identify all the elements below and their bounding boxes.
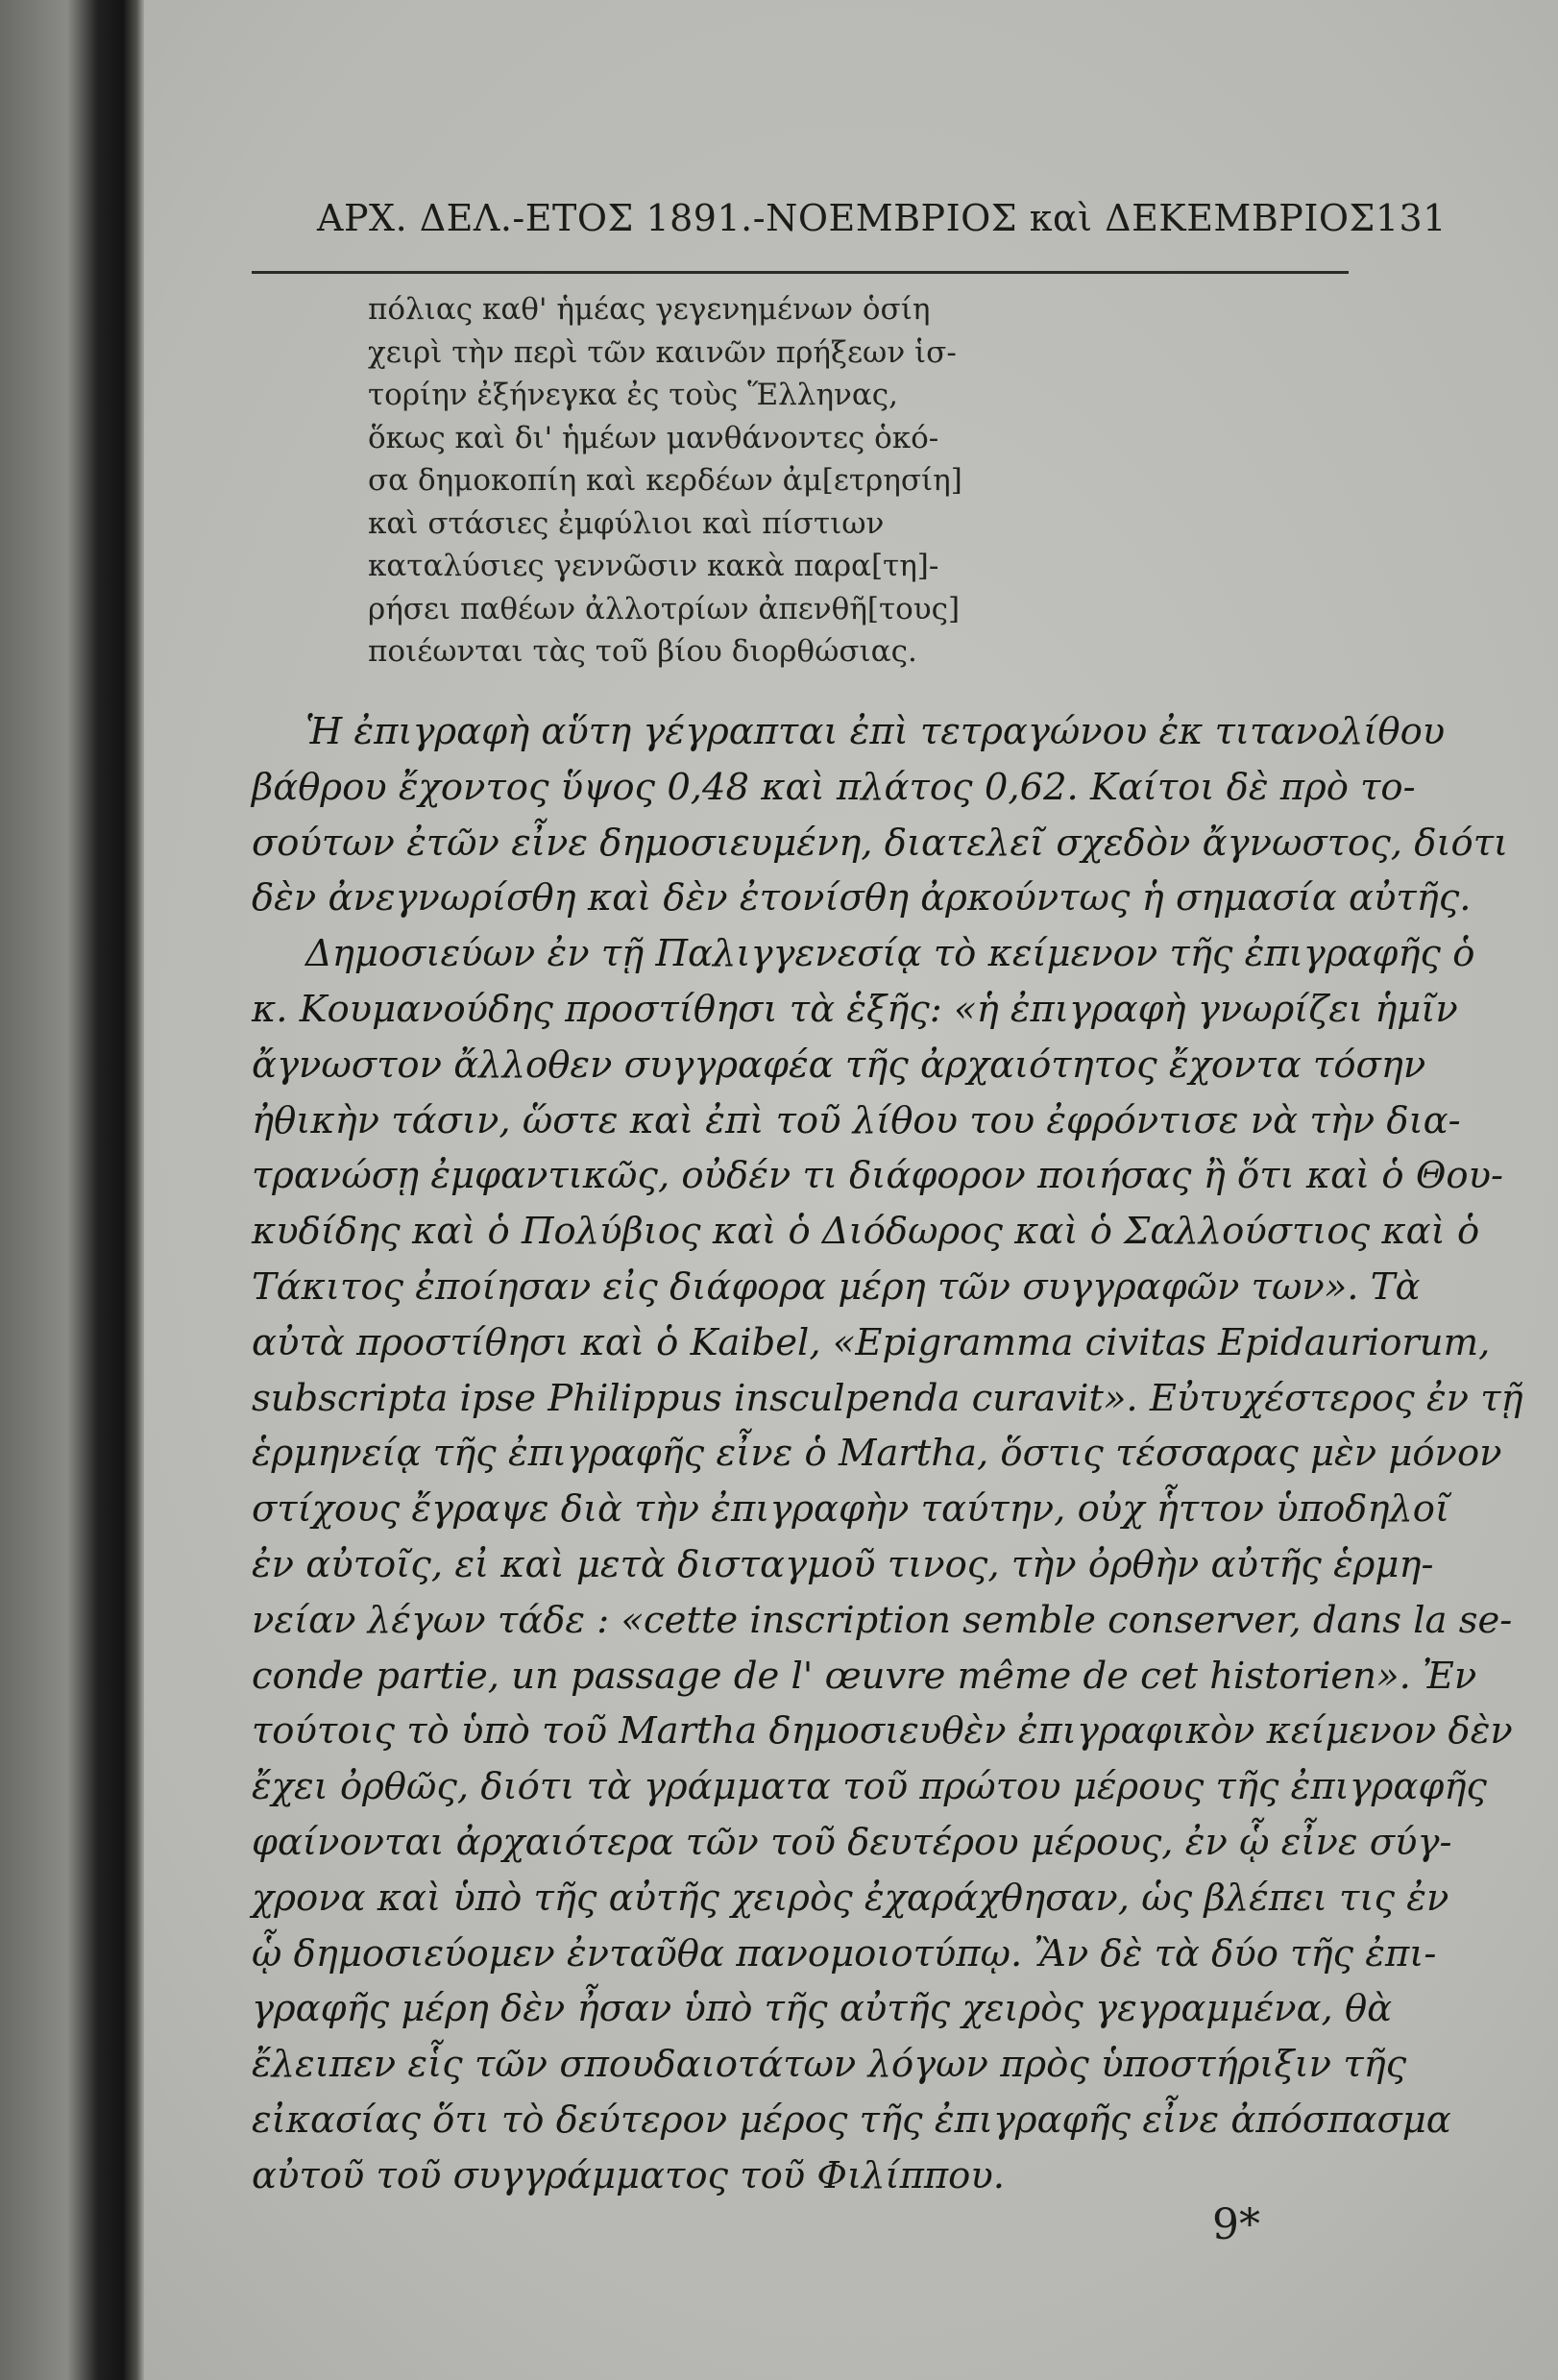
- running-title: ΑΡΧ. ΔΕΛ.-ΕΤΟΣ 1891.-ΝΟΕΜΒΡΙΟΣ καὶ ΔΕΚΕΜΒΡΙΟΣ: [317, 197, 1375, 239]
- inscription-line: καὶ στάσιες ἐμφύλιοι καὶ πίστιων: [368, 505, 885, 541]
- body-text: [252, 704, 1523, 2204]
- body-line: εἰκασίας ὅτι τὸ δεύτερον μέρος τῆς ἐπιγραφῆς εἶνε ἀπόσπασμα: [252, 2098, 1451, 2142]
- book-gutter: [0, 0, 144, 2380]
- body-line: κυδίδης καὶ ὁ Πολύβιος καὶ ὁ Διόδωρος καὶ ὁ Σαλλούστιος καὶ ὁ: [252, 1210, 1480, 1254]
- body-line: στίχους ἔγραψε διὰ τὴν ἐπιγραφὴν ταύτην, οὐχ ἧττον ὑποδηλοῖ: [252, 1487, 1450, 1532]
- body-line: τούτοις τὸ ὑπὸ τοῦ Martha δημοσιευθὲν ἐπιγραφικὸν κείμενον δὲν: [252, 1709, 1513, 1754]
- inscription-line: ὅκως καὶ δι' ἡμέων μανθάνοντες ὁκό-: [368, 420, 939, 455]
- body-line: ἠθικὴν τάσιν, ὥστε καὶ ἐπὶ τοῦ λίθου του ἐφρόντισε νὰ τὴν δια-: [252, 1098, 1461, 1142]
- inscription-line: χειρὶ τὴν περὶ τῶν καινῶν πρήξεων ἱσ-: [368, 334, 957, 370]
- body-line: Ἡ ἐπιγραφὴ αὕτη γέγραπται ἐπὶ τετραγώνου ἐκ τιτανολίθου: [305, 710, 1446, 753]
- running-header: [317, 197, 1447, 239]
- inscription-line: καταλύσιες γεννῶσιν κακὰ παρα[τη]-: [368, 549, 939, 583]
- body-line: βάθρου ἔχοντος ὕψος 0,48 καὶ πλάτος 0,62. Καίτοι δὲ πρὸ το-: [252, 765, 1416, 809]
- body-line: ᾧ δημοσιεύομεν ἐνταῦθα πανομοιοτύπῳ. Ἂν δὲ τὰ δύο τῆς ἐπι-: [252, 1931, 1437, 1975]
- body-line: αὐτοῦ τοῦ συγγράμματος τοῦ Φιλίππου.: [252, 2153, 1006, 2197]
- body-line: γραφῆς μέρη δὲν ἦσαν ὑπὸ τῆς αὐτῆς χειρὸς γεγραμμένα, θὰ: [252, 1987, 1393, 2031]
- signature-mark: 9*: [1212, 2200, 1260, 2249]
- body-line: ἔχει ὀρθῶς, διότι τὰ γράμματα τοῦ πρώτου μέρους τῆς ἐπιγραφῆς: [252, 1765, 1487, 1809]
- body-line: δὲν ἀνεγνωρίσθη καὶ δὲν ἐτονίσθη ἀρκούντως ἡ σημασία αὐτῆς.: [252, 876, 1472, 920]
- inscription-line: ρήσει παθέων ἀλλοτρίων ἀπενθῆ[τους]: [368, 591, 961, 626]
- body-line: ἑρμηνείᾳ τῆς ἐπιγραφῆς εἶνε ὁ Martha, ὅστις τέσσαρας μὲν μόνον: [252, 1432, 1502, 1476]
- body-line: νείαν λέγων τάδε : «cette inscription semble conserver, dans la se-: [252, 1598, 1513, 1642]
- body-line: χρονα καὶ ὑπὸ τῆς αὐτῆς χειρὸς ἐχαράχθησαν, ὡς βλέπει τις ἐν: [252, 1876, 1449, 1920]
- body-line: κ. Κουμανούδης προστίθησι τὰ ἑξῆς: «ἡ ἐπιγραφὴ γνωρίζει ἡμῖν: [252, 987, 1458, 1031]
- body-line: conde partie, un passage de l' œuvre même de cet historien». Ἐν: [252, 1654, 1477, 1698]
- inscription-line: σα δημοκοπίη καὶ κερδέων ἀμ[ετρησίη]: [368, 463, 962, 498]
- body-line: subscripta ipse Philippus insculpenda curavit». Εὐτυχέστερος ἐν τῇ: [252, 1376, 1523, 1420]
- body-line: Τάκιτος ἐποίησαν εἰς διάφορα μέρη τῶν συγγραφῶν των». Τὰ: [252, 1264, 1421, 1309]
- body-line: ἐν αὐτοῖς, εἰ καὶ μετὰ δισταγμοῦ τινος, τὴν ὀρθὴν αὐτῆς ἑρμη-: [252, 1542, 1434, 1586]
- body-line: ἔλειπεν εἷς τῶν σπουδαιοτάτων λόγων πρὸς ὑποστήριξιν τῆς: [252, 2043, 1407, 2087]
- inscription-line: ποιέωνται τὰς τοῦ βίου διορθώσιας.: [368, 634, 917, 669]
- body-line: τρανώσῃ ἐμφαντικῶς, οὐδέν τι διάφορον ποιήσας ἢ ὅτι καὶ ὁ Θου-: [252, 1154, 1503, 1198]
- header-rule: [252, 271, 1349, 274]
- inscription-line: τορίην ἐξήνεγκα ἐς τοὺς Ἕλληνας,: [368, 378, 899, 412]
- inscription-line: πόλιας καθ' ἡμέας γεγενημένων ὁσίη: [368, 292, 931, 327]
- page-number: 131: [1375, 197, 1447, 239]
- body-line: φαίνονται ἀρχαιότερα τῶν τοῦ δευτέρου μέρους, ἐν ᾧ εἶνε σύγ-: [252, 1820, 1452, 1864]
- body-line: Δημοσιεύων ἐν τῇ Παλιγγενεσίᾳ τὸ κείμενον τῆς ἐπιγραφῆς ὁ: [305, 932, 1475, 976]
- body-line: αὐτὰ προστίθησι καὶ ὁ Kaibel, «Epigramma civitas Epidauriorum,: [252, 1320, 1491, 1364]
- body-line: σούτων ἐτῶν εἶνε δημοσιευμένη, διατελεῖ σχεδὸν ἄγνωστος, διότι: [252, 821, 1509, 865]
- body-line: ἄγνωστον ἄλλοθεν συγγραφέα τῆς ἀρχαιότητος ἔχοντα τόσην: [252, 1043, 1426, 1087]
- inscription-block: [368, 288, 1098, 674]
